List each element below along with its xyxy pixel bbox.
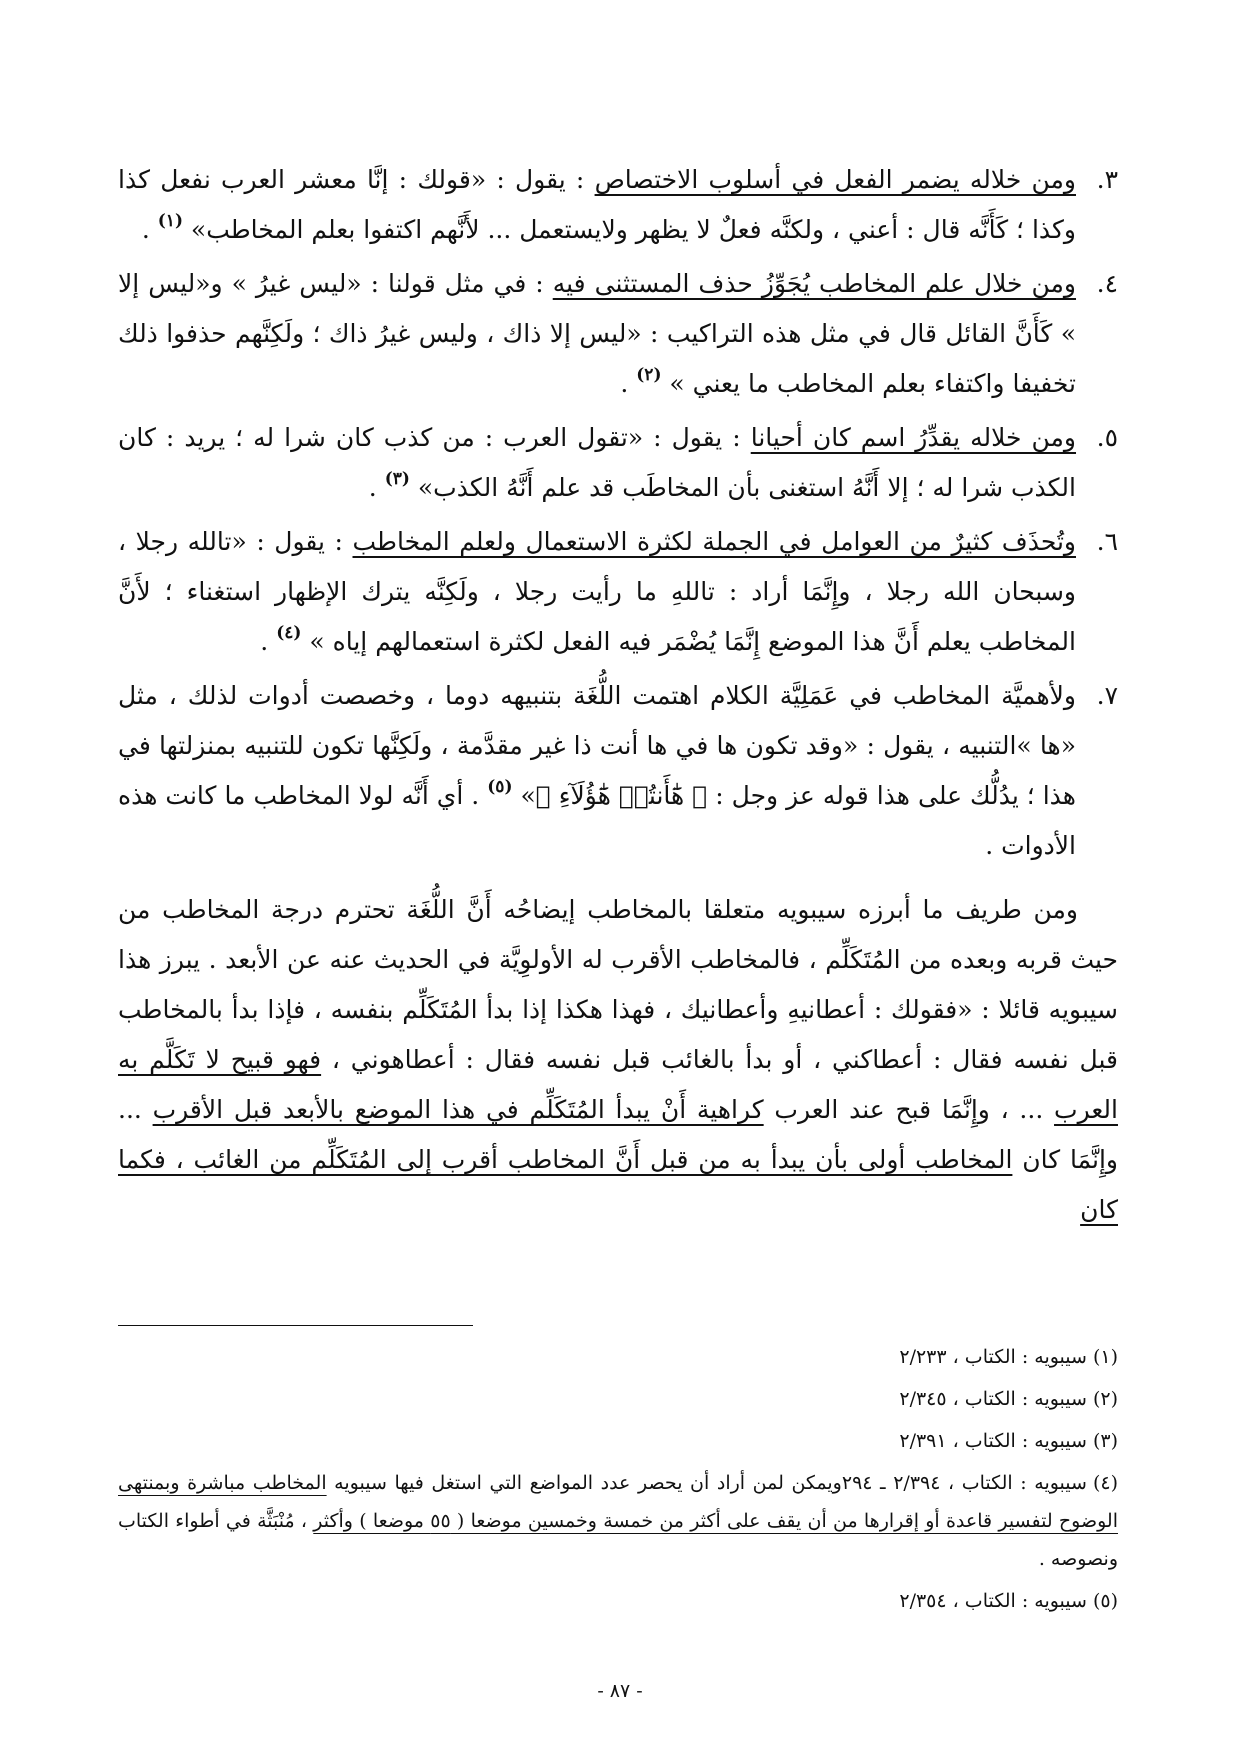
footnote-text: ، مُنْبَثَّة في أطواء الكتاب ونصوصه . [118,1510,1118,1570]
footnote-label: (٤) [1092,1472,1119,1494]
footnote-ref[interactable]: (٢) [636,365,662,385]
footnote-text: سيبويه : الكتاب ، ٢/٣٥٤ [899,1590,1087,1612]
item-lead: ومن خلاله يقدِّرُ اسم كان أحيانا [750,423,1077,452]
item-lead: وتُحذَف كثيرٌ من العوامل في الجملة لكثرة الاستعمال ولعلم المخاطب [352,527,1076,556]
item-tail: . أي أَنَّه لولا المخاطب ما كانت هذه الأدوات . [118,781,1076,860]
main-text [118,155,1118,1235]
footnote-text: سيبويه : الكتاب ، ٢/٣٩٤ ـ ٢٩٤ويمكن لمن أراد أن يحصر عدد المواضع التي استغل فيها سيبويه [326,1472,1087,1494]
item-text: ولأهميَّة المخاطب في عَمَلِيَّة الكلام اهتمت اللُّغَة بتنبيهه دوما ، وخصصت أدوات لذلك ، مثل «ها »التنبيه ، يقول : «وقد تكون ها في ها أنت ذا غير مقدَّمة ، ولَكِنَّها تكون للتنبيه بمنزلتها في هذا ؛ يدُلُّك على هذا قوله عز وجل : ﴿ هَٰٓأَنتُمۡ هَٰٓؤُلَآءِ ﴾» [118,681,1076,810]
paragraph-underlined: فهو قبيح لا تَكَلَّم به العرب [118,1045,1118,1124]
item-lead: ومن خلال علم المخاطب يُجَوِّزُ حذف المستثنى فيه [552,269,1077,298]
list-item [118,671,1118,871]
item-number: ٦. [1096,527,1118,556]
footnote-label: (١) [1092,1346,1118,1368]
page-number: - ٨٧ - [597,1680,643,1702]
item-tail: . [368,473,385,502]
footnote-underlined: المخاطب مباشرة وبمنتهى الوضوح لتفسير قاعدة أو إقرارها من أن يقف على أكثر من خمسة وخمسين موضعا ( ٥٥ موضعا ) وأكثر [118,1472,1118,1532]
footnote-label: (٥) [1092,1590,1118,1612]
item-text: : يقول : «تقول العرب : من كذب كان شرا له ؛ يريد : كان الكذب شرا له ؛ إلا أَنَّهُ استغنى بأن المخاطَب قد علم أَنَّهُ الكذب» [118,423,1076,502]
paragraph-text: ... وإِنَّمَا كان [118,1095,1118,1174]
item-text: : في مثل قولنا : «ليس غيرُ » و«ليس إلا » كَأَنَّ القائل قال في مثل هذه التراكيب : «ليس إلا ذاك ، وليس غيرُ ذاك ؛ ولَكِنَّهم حذفوا ذلك تخفيفا واكتفاء بعلم المخاطب ما يعني » [118,269,1076,398]
footnote [118,1582,1118,1620]
body-paragraph [118,885,1118,1235]
item-lead: ومن خلاله يضمر الفعل في أسلوب الاختصاص [594,165,1076,194]
paragraph-text: ومن طريف ما أبرزه سيبويه متعلقا بالمخاطب إيضاحُه أَنَّ اللُّغَة تحترم درجة المخاطب من حيث قربه وبعده من المُتَكَلِّم ، فالمخاطب الأقرب له الأولوِيَّة في الحديث عنه عن الأبعد . يبرز هذا سيبويه قائلا : «فقولك : أعطانيهِ وأعطانيك ، فهذا هكذا إذا بدأ المُتَكَلِّم بنفسه ، فإذا بدأ بالمخاطب قبل نفسه فقال : أعطاكني ، أو بدأ بالغائب قبل نفسه فقال : أعطاهوني ، [118,895,1118,1074]
footnote-ref[interactable]: (٥) [487,777,513,797]
item-text: : يقول : «قولك : إنَّا معشر العرب نفعل كذا وكذا ؛ كَأَنَّه قال : أعني ، ولكنَّه فعلٌ لا يظهر ولايستعمل ... لأَنَّهم اكتفوا بعلم المخاطب» [118,165,1076,244]
footnote-text: سيبويه : الكتاب ، ٢/٣٤٥ [899,1388,1087,1410]
list-item [118,155,1118,255]
item-number: ٧. [1096,681,1118,710]
item-text: : يقول : «تالله رجلا ، وسبحان الله رجلا ، وإِنَّمَا أراد : تاللهِ ما رأيت رجلا ، ولَكِنَّه يترك الإظهار استغناء ؛ لأَنَّ المخاطب يعلم أَنَّ هذا الموضع إِنَّمَا يُضْمَر فيه الفعل لكثرة استعمالهم إياه » [118,527,1076,656]
footnote-ref[interactable]: (٤) [276,623,302,643]
footnote [118,1338,1118,1376]
footnote-separator [118,1325,473,1326]
footnote [118,1380,1118,1418]
footnote-ref[interactable]: (١) [157,211,183,231]
footnote-ref[interactable]: (٣) [384,469,410,489]
list-item [118,259,1118,409]
list-item [118,413,1118,513]
item-tail: . [260,627,277,656]
item-number: ٥. [1096,423,1118,452]
paragraph-underlined: المخاطب أولى بأن يبدأ به من قبل أَنَّ المخاطب أقرب إلى المُتَكَلِّم من الغائب ، فكما كان [118,1145,1118,1224]
item-number: ٤. [1096,269,1118,298]
paragraph-text: ... ، وإِنَّمَا قبح عند العرب [763,1095,1055,1124]
item-tail: . [620,369,637,398]
item-tail: . [141,215,158,244]
footnote [118,1464,1118,1578]
footnote [118,1422,1118,1460]
footnote-label: (٣) [1092,1430,1118,1452]
footnotes [118,1338,1118,1624]
footnote-label: (٢) [1092,1388,1118,1410]
item-number: ٣. [1096,165,1118,194]
footnote-text: سيبويه : الكتاب ، ٢/٣٩١ [899,1430,1087,1452]
list-item [118,517,1118,667]
footnote-text: سيبويه : الكتاب ، ٢/٢٣٣ [899,1346,1087,1368]
paragraph-underlined: كراهية أَنْ يبدأ المُتَكَلِّم في هذا الموضع بالأبعد قبل الأقرب [152,1095,764,1124]
